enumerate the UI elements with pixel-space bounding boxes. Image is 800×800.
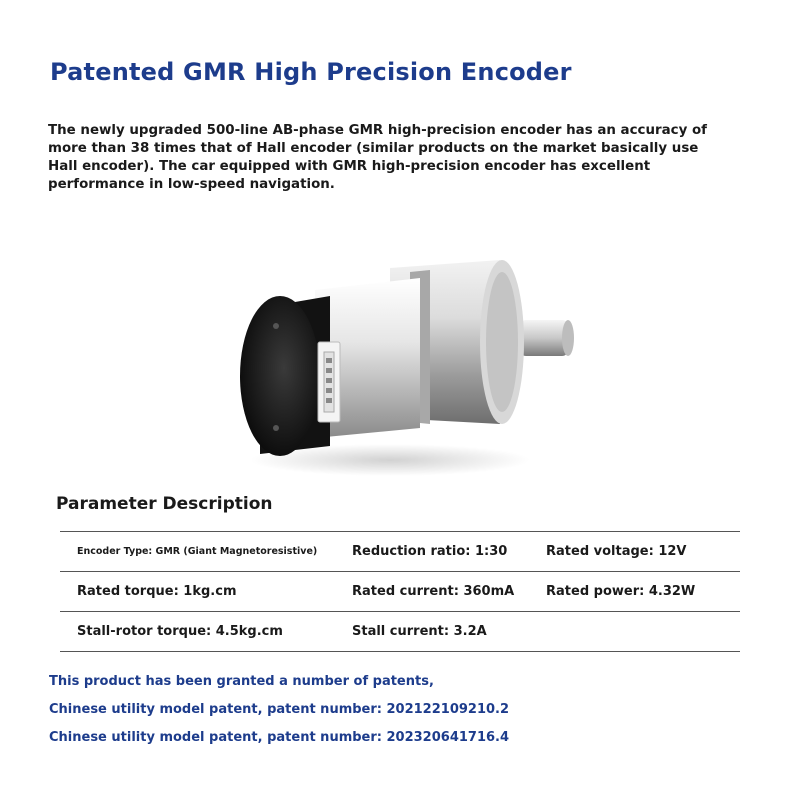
page-title: Patented GMR High Precision Encoder bbox=[50, 58, 572, 86]
intro-paragraph: The newly upgraded 500-line AB-phase GMR high-precision encoder has an accuracy of more than 38 times that of Hall encoder (similar products on the market basically use Hall encoder). The car equipped with GMR high-precision encoder has excellent performance in low-speed navigation. bbox=[48, 123, 707, 192]
patent-intro: This product has been granted a number of patents, bbox=[49, 674, 434, 689]
table-row bbox=[60, 572, 740, 612]
patent-item: Chinese utility model patent, patent number: 202320641716.4 bbox=[49, 730, 510, 745]
section-title: Parameter Description bbox=[56, 494, 273, 514]
param-encoder-type: Encoder Type: GMR (Giant Magnetoresistive) bbox=[77, 546, 318, 557]
table-row bbox=[60, 612, 740, 652]
param-stall-current: Stall current: 3.2A bbox=[352, 624, 487, 639]
param-rated-power: Rated power: 4.32W bbox=[546, 584, 696, 599]
param-reduction-ratio: Reduction ratio: 1:30 bbox=[352, 544, 508, 559]
param-rated-current: Rated current: 360mA bbox=[352, 584, 515, 599]
param-stall-torque: Stall-rotor torque: 4.5kg.cm bbox=[77, 624, 283, 639]
patent-item: Chinese utility model patent, patent number: 202122109210.2 bbox=[49, 702, 510, 717]
patent-section bbox=[49, 672, 509, 756]
param-rated-voltage: Rated voltage: 12V bbox=[546, 544, 687, 559]
param-rated-torque: Rated torque: 1kg.cm bbox=[77, 584, 237, 599]
parameter-table bbox=[60, 531, 740, 652]
motor-product-image bbox=[220, 238, 580, 478]
table-row bbox=[60, 532, 740, 572]
